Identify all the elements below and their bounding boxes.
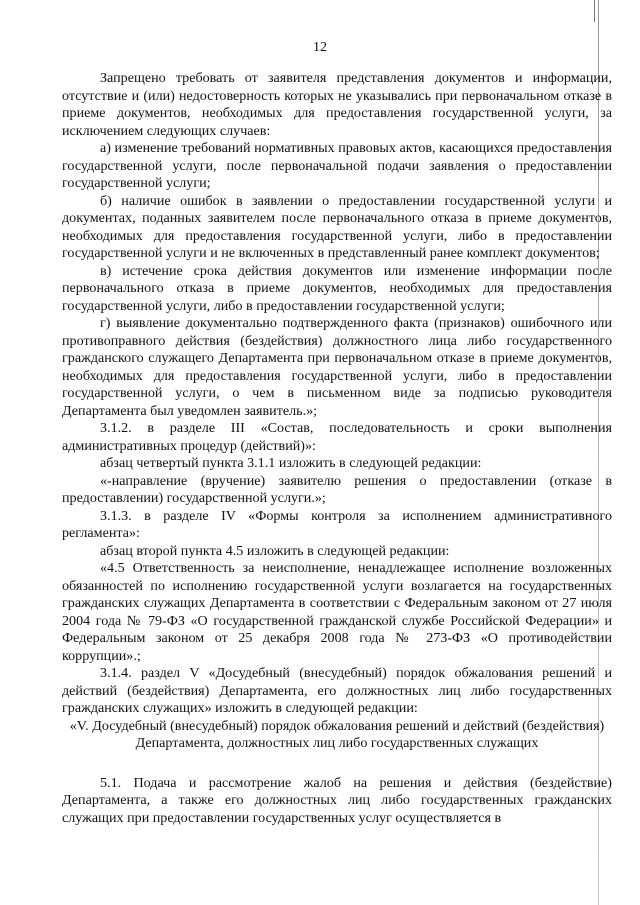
paragraph-3-1-2-instruction: абзац четвертый пункта 3.1.1 изложить в следующей редакции: xyxy=(100,455,482,471)
paragraph-5-1: 5.1. Подача и рассмотрение жалоб на решения и действия (бездействие) Департамента, а также его должностных лиц либо государственных гражданских служащих при предоставлении государственных услуг осуществляется в xyxy=(62,774,612,826)
paragraph-3-1-3-instruction: абзац второй пункта 4.5 изложить в следующей редакции: xyxy=(100,542,450,559)
paragraph-3-1-3: 3.1.3. в разделе IV «Формы контроля за исполнением административного регламента»: xyxy=(62,507,612,541)
paragraph-case-a: а) изменение требований нормативных правовых актов, касающихся предоставления государственной услуги, после первоначальной подачи заявления о предоставлении государственной услуги; xyxy=(62,140,612,191)
section-v-heading: «V. Досудебный (внесудебный) порядок обжалования решений и действий (бездействия) Департамента, должностных лиц либо государственных служащих xyxy=(69,717,605,751)
paragraph-case-v: в) истечение срока действия документов или изменение информации после первоначального отказа в приеме документов, необходимых для предоставления государственной услуги, либо в предоставлении государственной услуги; xyxy=(62,262,612,314)
paragraph-3-1-4: 3.1.4. раздел V «Досудебный (внесудебный) порядок обжалования решений и действий (бездействия) Департамента, его должностных лиц либо государственных гражданских служащих» изложить в следующей редакции: xyxy=(62,665,612,716)
scan-edge-mark xyxy=(594,0,599,22)
paragraph-3-1-2-text: «-направление (вручение) заявителю решения о предоставлении (отказе в предоставлении) государственной услуги.»; xyxy=(62,472,612,506)
paragraph-4-5: «4.5 Ответственность за неисполнение, ненадлежащее исполнение возложенных обязанностей по исполнению государственной услуги возлагается на государственных гражданских служащих Департамента в соответствии с Федеральным законом от 27 июля 2004 года № 79-ФЗ «О государственной гражданской службе Российской Федерации» и Федеральным законом от 25 декабря 2008 года № 273-ФЗ «О противодействии коррупции».; xyxy=(62,560,612,664)
document-body xyxy=(62,70,612,827)
paragraph-case-b: б) наличие ошибок в заявлении о предоставлении государственной услуги и документах, поданных заявителем после первоначального отказа в приеме документов, необходимых для предоставления государственной услуги, либо в предоставлении государственной услуги и не включенных в представленный ранее комплект документов; xyxy=(62,192,612,261)
paragraph-intro: Запрещено требовать от заявителя представления документов и информации, отсутствие и (или) недостоверность которых не указывались при первоначальном отказе в приеме документов, необходимых для предоставления государственной услуги, за исключением следующих случаев: xyxy=(62,70,612,139)
paragraph-case-g: г) выявление документально подтвержденного факта (признаков) ошибочного или противоправного действия (бездействия) должностного лица либо государственного гражданского служащего Департамента при первоначальном отказе в приеме документов, необходимых для предоставления государственной услуги, либо в предоставлении государственной услуги, о чем в письменном виде за подписью руководителя Департамента был уведомлен заявитель.»; xyxy=(62,315,612,419)
paragraph-3-1-2: 3.1.2. в разделе III «Состав, последовательность и сроки выполнения административных процедур (действий)»: xyxy=(62,420,612,454)
page-number: 12 xyxy=(313,40,327,55)
